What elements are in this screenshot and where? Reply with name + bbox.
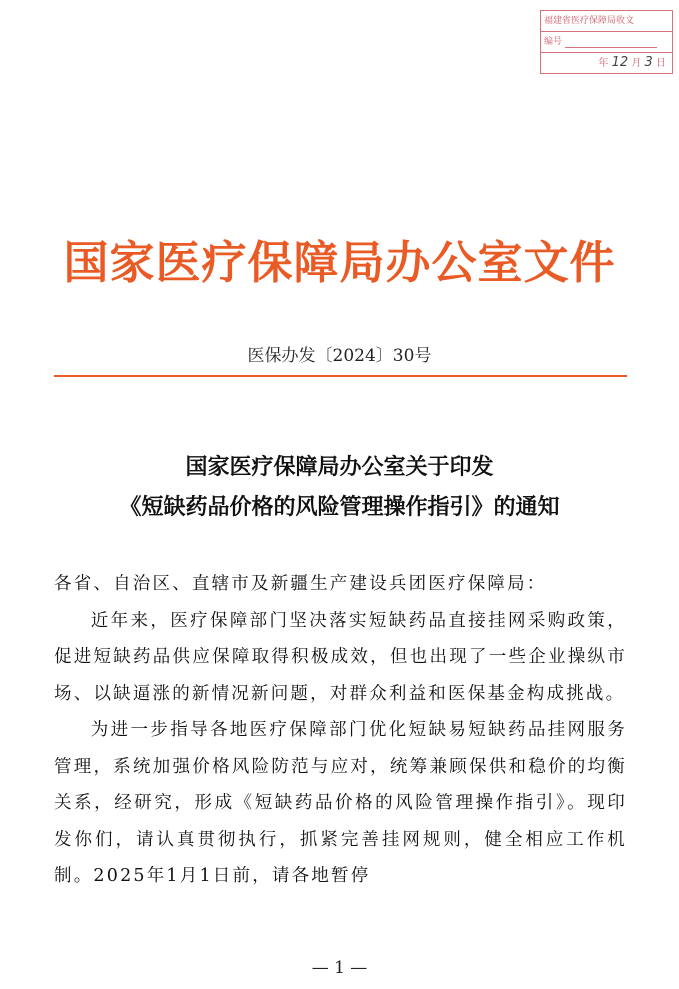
body-paragraph-1: 近年来，医疗保障部门坚决落实短缺药品直接挂网采购政策，促进短缺药品供应保障取得积极成效，但也出现了一些企业操纵市场、以缺逼涨的新情况新问题，对群众利益和医保基金构成挑战。: [54, 610, 627, 704]
stamp-title: 福建省医疗保障局收文: [541, 11, 672, 32]
stamp-month-handwritten: 12: [611, 55, 629, 70]
stamp-number-label: 编号: [544, 37, 563, 47]
document-number: 医保办发〔2024〕30号: [247, 346, 432, 366]
stamp-day-handwritten: 3: [644, 55, 653, 70]
stamp-date-row: [541, 53, 672, 73]
red-divider: [54, 375, 627, 377]
notice-title-line2: 《短缺药品价格的风险管理操作指引》的通知: [119, 494, 560, 520]
notice-title: [0, 447, 679, 527]
stamp-year-label: 年: [598, 58, 609, 69]
stamp-month-label: 月: [631, 58, 642, 69]
stamp-number-line: [565, 35, 657, 48]
body-paragraph-2: 为进一步指导各地医疗保障部门优化短缺易短缺药品挂网服务管理，系统加强价格风险防范与应对，统筹兼顾保供和稳价的均衡关系，经研究，形成《短缺药品价格的风险管理操作指引》。现印发你们，请认真贯彻执行，抓紧完善挂网规则，健全相应工作机制。2025年1月1日前，请各地暂停: [54, 720, 627, 886]
stamp-number-row: [541, 32, 672, 53]
stamp-day-label: 日: [656, 58, 666, 69]
salutation: 各省、自治区、直辖市及新疆生产建设兵团医疗保障局：: [54, 574, 547, 594]
document-header-title: 国家医疗保障局办公室文件: [63, 236, 616, 289]
receipt-stamp: [540, 10, 673, 74]
document-body: [54, 566, 627, 895]
page-number: — 1 —: [311, 958, 368, 978]
notice-title-line1: 国家医疗保障局办公室关于印发: [185, 454, 494, 480]
